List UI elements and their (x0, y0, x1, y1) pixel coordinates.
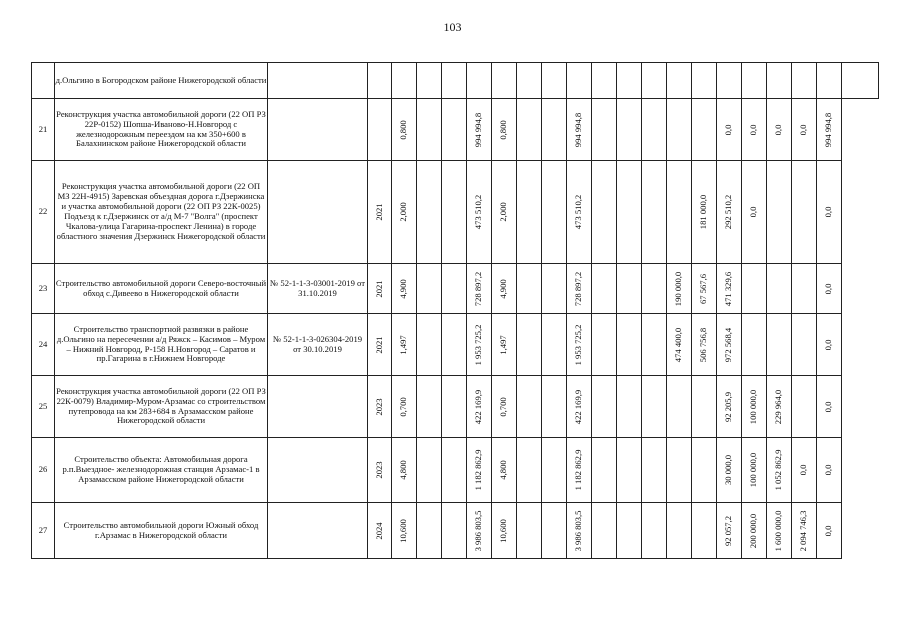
row-number: 22 (32, 161, 55, 264)
value-cell-c10 (567, 438, 592, 503)
value-cell-c5 (442, 438, 467, 503)
value-text: 0,0 (773, 124, 784, 135)
value-cell-c14 (667, 264, 692, 314)
value-cell-c14 (667, 314, 692, 376)
expertise-conclusion (268, 99, 368, 161)
value-cell-c19 (792, 438, 817, 503)
value-cell-c7 (492, 161, 517, 264)
value-text: 92 205,9 (723, 391, 734, 422)
value-text: 473 510,2 (573, 194, 584, 230)
object-name: Реконструкция участка автомобильной дороги (22 ОП РЗ 22Р-0152) Шопша-Иваново-Н.Новгород с железнодорожным переездом на км 350+600 в Балахнинском районе Нижегородской области (55, 99, 268, 161)
value-cell-c6 (467, 264, 492, 314)
value-cell-year (368, 161, 392, 264)
value-cell-c16 (717, 161, 742, 264)
value-cell-c17 (742, 503, 767, 559)
value-text: 2 094 746,3 (798, 510, 809, 551)
value-cell-c11 (592, 264, 617, 314)
value-text: 994 994,8 (473, 112, 484, 147)
value-cell-c18 (767, 503, 792, 559)
value-cell-c9 (542, 264, 567, 314)
value-text: 0,0 (748, 124, 759, 135)
value-text: 4,900 (498, 278, 509, 299)
value-cell-c6 (467, 503, 492, 559)
value-cell-c19 (792, 376, 817, 438)
value-text: 92 057,2 (723, 515, 734, 546)
value-cell-c16 (717, 376, 742, 438)
row-number (32, 63, 55, 99)
value-cell-c13 (642, 438, 667, 503)
value-cell-c9 (542, 376, 567, 438)
value-cell-c14 (667, 503, 692, 559)
value-cell-c8 (517, 314, 542, 376)
value-cell-c5 (442, 503, 467, 559)
value-text: 190 000,0 (673, 271, 684, 306)
value-cell-c20 (817, 503, 842, 559)
value-cell-c12 (617, 314, 642, 376)
value-cell-c19 (792, 264, 817, 314)
value-text: 0,0 (723, 124, 734, 135)
value-cell-c15 (692, 314, 717, 376)
row-number: 23 (32, 264, 55, 314)
page-number: 103 (443, 20, 462, 34)
value-cell-c12 (617, 264, 642, 314)
value-text: 0,0 (823, 283, 834, 294)
value-text: 181 000,0 (698, 194, 709, 230)
value-cell-c12 (617, 503, 642, 559)
value-text: 994 994,8 (823, 112, 834, 147)
value-cell-c11 (592, 314, 617, 376)
value-cell-c15 (692, 503, 717, 559)
value-text: 422 169,9 (573, 389, 584, 424)
value-text: 0,800 (498, 119, 509, 140)
value-text: 0,0 (823, 464, 834, 476)
value-cell-c9 (542, 314, 567, 376)
value-cell-c3 (392, 314, 417, 376)
value-cell-year (368, 376, 392, 438)
expertise-conclusion: № 52-1-1-3-03001-2019 от 31.10.2019 (268, 264, 368, 314)
value-text: 30 000,0 (723, 454, 734, 486)
value-cell-c19 (792, 314, 817, 376)
value-cell-c8 (517, 161, 542, 264)
value-cell-c18 (767, 99, 792, 161)
value-cell-c7 (492, 438, 517, 503)
value-text: 2021 (373, 335, 384, 354)
value-cell-c14 (667, 438, 692, 503)
object-name: Реконструкция участка автомобильной дороги (22 ОП МЗ 22Н-4915) Заревская объездная дорога г.Дзержинска и участка автомобильной дороги (22 ОП РЗ 22К-0025) Подъезд к г.Дзержинск от а/д М-7 "Волга" (проспект Чкалова-улица Гагарина-проспект Ленина) в городе областного значения Дзержинск Нижегородской области (55, 161, 268, 264)
value-cell-c13 (642, 99, 667, 161)
value-cell-c15 (692, 264, 717, 314)
table-row (32, 314, 879, 376)
value-text: 0,800 (398, 119, 409, 140)
value-cell-c13 (642, 264, 667, 314)
value-text: 4,900 (398, 278, 409, 299)
row-number: 24 (32, 314, 55, 376)
expertise-conclusion (268, 376, 368, 438)
value-text: 1 953 725,2 (473, 324, 484, 365)
value-cell-year (368, 314, 392, 376)
value-cell-c13 (642, 376, 667, 438)
value-text: 422 169,9 (473, 389, 484, 424)
value-cell-c11 (592, 376, 617, 438)
table-row (32, 99, 879, 161)
value-text: 10,600 (398, 518, 409, 543)
table-row (32, 503, 879, 559)
object-name: Строительство транспортной развязки в районе д.Ольгино на пересечении а/д Ряжск – Касимов – Муром – Нижний Новгород, Р-158 Н.Новгород – Саратов и пр.Гагарина в г.Нижнем Новгороде (55, 314, 268, 376)
value-cell-c9 (542, 161, 567, 264)
value-cell-c11 (592, 438, 617, 503)
program-table (31, 62, 879, 559)
value-cell-year (368, 264, 392, 314)
value-cell-c17 (742, 264, 767, 314)
value-cell-c6 (467, 438, 492, 503)
value-cell-c19 (792, 503, 817, 559)
value-cell-c15 (692, 161, 717, 264)
value-cell-c3 (392, 438, 417, 503)
value-text: 2023 (373, 461, 384, 479)
value-cell-c4 (417, 314, 442, 376)
value-cell-c15 (692, 99, 717, 161)
value-cell-c8 (517, 438, 542, 503)
expertise-conclusion (268, 161, 368, 264)
value-cell-c18 (767, 314, 792, 376)
row-number: 27 (32, 503, 55, 559)
value-text: 1 182 862,9 (473, 449, 484, 491)
value-text: 728 897,2 (573, 271, 584, 306)
value-cell-c17 (742, 314, 767, 376)
value-text: 2021 (373, 279, 384, 298)
value-cell-c18 (767, 264, 792, 314)
value-cell-c13 (642, 161, 667, 264)
expertise-conclusion (268, 503, 368, 559)
value-cell-c4 (417, 376, 442, 438)
value-text: 471 329,6 (723, 271, 734, 306)
value-cell-c14 (667, 99, 692, 161)
value-cell-c17 (742, 438, 767, 503)
value-cell-c15 (692, 376, 717, 438)
value-cell-c5 (442, 314, 467, 376)
value-cell-c3 (392, 264, 417, 314)
value-cell-c20 (817, 438, 842, 503)
value-cell-c10 (567, 264, 592, 314)
value-cell-c17 (742, 99, 767, 161)
value-text: 0,700 (398, 396, 409, 417)
value-text: 1 600 000,0 (773, 510, 784, 551)
value-cell-c8 (517, 99, 542, 161)
value-cell-c10 (567, 314, 592, 376)
value-cell-c18 (767, 161, 792, 264)
value-text: 67 567,6 (698, 273, 709, 304)
table-row (32, 376, 879, 438)
value-cell-c4 (417, 99, 442, 161)
value-text: 728 897,2 (473, 271, 484, 306)
value-cell-c19 (792, 161, 817, 264)
object-name: Строительство автомобильной дороги Северо-восточный обход с.Дивеево в Нижегородской области (55, 264, 268, 314)
value-cell-c16 (717, 314, 742, 376)
value-cell-c16 (717, 99, 742, 161)
value-text: 2023 (373, 397, 384, 416)
value-text: 1 953 725,2 (573, 324, 584, 365)
value-text: 473 510,2 (473, 194, 484, 230)
value-text: 2024 (373, 521, 384, 540)
value-text: 2021 (373, 203, 384, 221)
value-text: 0,0 (823, 206, 834, 218)
value-cell-c5 (442, 161, 467, 264)
value-cell-c3 (392, 503, 417, 559)
value-cell-c12 (617, 99, 642, 161)
value-cell-c6 (467, 376, 492, 438)
value-text: 0,0 (748, 206, 759, 218)
value-text: 972 568,4 (723, 327, 734, 362)
value-text: 506 756,8 (698, 327, 709, 362)
value-cell-c16 (717, 264, 742, 314)
value-cell-c8 (517, 503, 542, 559)
value-cell-c12 (617, 161, 642, 264)
value-cell-c13 (642, 503, 667, 559)
value-text: 4,800 (498, 460, 509, 480)
value-cell-c11 (592, 161, 617, 264)
value-cell-c8 (517, 376, 542, 438)
value-text: 3 986 803,5 (573, 510, 584, 551)
value-cell-c10 (567, 376, 592, 438)
value-text: 474 400,0 (673, 327, 684, 362)
value-cell-c12 (617, 376, 642, 438)
value-cell-c18 (767, 438, 792, 503)
value-text: 1,497 (398, 334, 409, 355)
value-cell-c20 (817, 99, 842, 161)
value-cell-c19 (792, 99, 817, 161)
value-cell-c15 (692, 438, 717, 503)
value-text: 1,497 (498, 334, 509, 355)
value-cell-c14 (667, 376, 692, 438)
value-cell-c9 (542, 503, 567, 559)
object-name: д.Ольгино в Богородском районе Нижегородской области (55, 63, 268, 99)
value-text: 0,700 (498, 396, 509, 417)
value-cell-c9 (542, 99, 567, 161)
value-cell-c5 (442, 264, 467, 314)
value-cell-c12 (617, 438, 642, 503)
value-text: 200 000,0 (748, 513, 759, 548)
value-text: 0,0 (798, 124, 809, 135)
value-cell-c18 (767, 376, 792, 438)
value-text: 0,0 (823, 401, 834, 412)
object-name: Строительство объекта: Автомобильная дорога р.п.Выездное- железнодорожная станция Арзамас-1 в Арзамасском районе Нижегородской области (55, 438, 268, 503)
value-text: 3 986 803,5 (473, 510, 484, 551)
value-cell-c4 (417, 161, 442, 264)
value-cell-c3 (392, 161, 417, 264)
value-cell-c7 (492, 99, 517, 161)
value-text: 100 000,0 (748, 452, 759, 488)
value-cell-c9 (542, 438, 567, 503)
value-cell-c4 (417, 503, 442, 559)
value-cell-c6 (467, 161, 492, 264)
value-cell-c6 (467, 314, 492, 376)
value-cell-c7 (492, 376, 517, 438)
value-cell-c4 (417, 438, 442, 503)
value-cell-c11 (592, 99, 617, 161)
expertise-conclusion (268, 438, 368, 503)
value-cell-c6 (467, 99, 492, 161)
value-cell-c14 (667, 161, 692, 264)
value-cell-c10 (567, 99, 592, 161)
table-row-continuation (32, 63, 879, 99)
value-text: 10,600 (498, 518, 509, 543)
value-text: 994 994,8 (573, 112, 584, 147)
value-text: 229 964,0 (773, 389, 784, 424)
value-cell-c10 (567, 503, 592, 559)
value-cell-c17 (742, 376, 767, 438)
table-row (32, 161, 879, 264)
object-name: Строительство автомобильной дороги Южный обход г.Арзамас в Нижегородской области (55, 503, 268, 559)
value-cell-c7 (492, 314, 517, 376)
row-number: 25 (32, 376, 55, 438)
value-cell-year (368, 438, 392, 503)
value-text: 2,000 (498, 202, 509, 222)
value-cell-c13 (642, 314, 667, 376)
value-cell-c11 (592, 503, 617, 559)
value-cell-c3 (392, 376, 417, 438)
value-cell-c20 (817, 264, 842, 314)
row-number: 26 (32, 438, 55, 503)
table-row (32, 438, 879, 503)
table-row (32, 264, 879, 314)
value-cell-c5 (442, 99, 467, 161)
value-text: 100 000,0 (748, 389, 759, 424)
value-cell-c16 (717, 438, 742, 503)
value-cell-year (368, 99, 392, 161)
value-text: 0,0 (823, 525, 834, 536)
value-cell-c16 (717, 503, 742, 559)
value-cell-c5 (442, 376, 467, 438)
row-number: 21 (32, 99, 55, 161)
value-text: 1 182 862,9 (573, 449, 584, 491)
object-name: Реконструкция участка автомобильной дороги (22 ОП РЗ 22К-0079) Владимир-Муром-Арзамас со строительством путепровода на км 283+684 в Арзамасском районе Нижегородской области (55, 376, 268, 438)
value-cell-c3 (392, 99, 417, 161)
expertise-conclusion: № 52-1-1-3-026304-2019 от 30.10.2019 (268, 314, 368, 376)
value-cell-c20 (817, 161, 842, 264)
value-text: 292 510,2 (723, 194, 734, 230)
value-cell-c17 (742, 161, 767, 264)
value-text: 1 052 862,9 (773, 449, 784, 491)
value-cell-year (368, 503, 392, 559)
value-cell-c10 (567, 161, 592, 264)
value-text: 4,800 (398, 460, 409, 480)
value-cell-c20 (817, 314, 842, 376)
value-cell-c4 (417, 264, 442, 314)
value-cell-c20 (817, 376, 842, 438)
value-cell-c7 (492, 503, 517, 559)
value-text: 0,0 (823, 339, 834, 350)
value-text: 0,0 (798, 464, 809, 476)
value-cell-c8 (517, 264, 542, 314)
value-cell-c7 (492, 264, 517, 314)
value-text: 2,000 (398, 202, 409, 222)
